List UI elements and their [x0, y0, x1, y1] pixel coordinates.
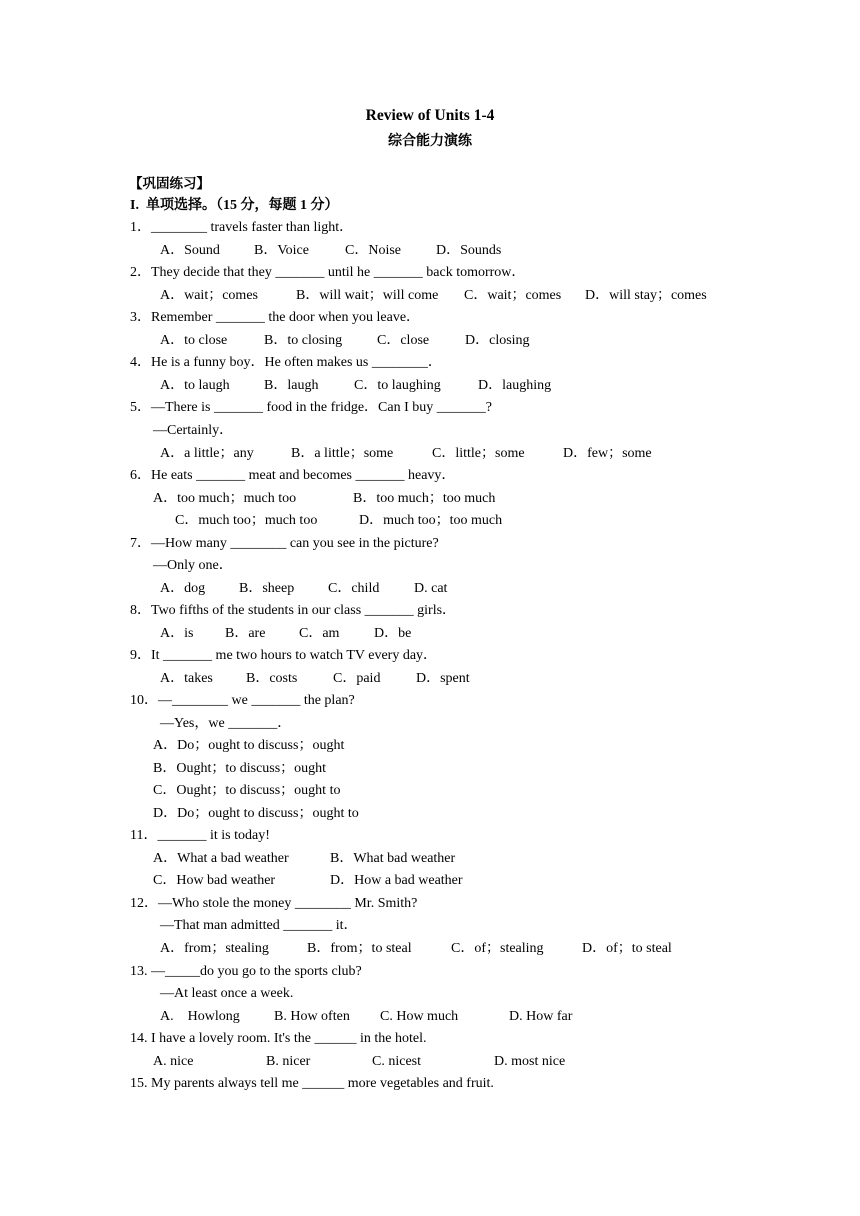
option: D．few；some: [563, 446, 652, 461]
option: A. nice: [153, 1054, 194, 1069]
question-stem: 6．He eats _______ meat and becomes _______ heavy．: [130, 468, 456, 483]
option: C. How much: [380, 1009, 459, 1024]
option: D．laughing: [478, 378, 552, 393]
option: D．closing: [465, 333, 530, 348]
option: D. How far: [509, 1009, 573, 1024]
option: C．Ought；to discuss；ought to: [153, 783, 341, 798]
option: C．wait；comes: [464, 288, 562, 303]
option: A．to close: [160, 333, 228, 348]
option: D. cat: [414, 581, 448, 596]
option: A．a little；any: [160, 446, 254, 461]
question-stem: —Yes，we _______．: [160, 716, 292, 731]
option: A．Do；ought to discuss；ought: [153, 738, 345, 753]
option: B．to closing: [264, 333, 343, 348]
option: B．a little；some: [291, 446, 394, 461]
option: C．much too；much too: [175, 513, 318, 528]
option: C. nicest: [372, 1054, 421, 1069]
option: C．of；stealing: [451, 941, 544, 956]
question-stem: —At least once a week.: [160, 986, 294, 1001]
option: B．laugh: [264, 378, 319, 393]
option: D．be: [374, 626, 412, 641]
option: C．am: [299, 626, 340, 641]
question-stem: 2．They decide that they _______ until he _______ back tomorrow．: [130, 265, 526, 280]
option: D．How a bad weather: [330, 873, 463, 888]
option: A．to laugh: [160, 378, 230, 393]
option: C．Noise: [345, 243, 401, 258]
part-heading: I. 单项选择。（15 分，每题 1 分）: [130, 198, 339, 213]
option: D．Sounds: [436, 243, 502, 258]
option: B．What bad weather: [330, 851, 456, 866]
question-stem: 9．It _______ me two hours to watch TV every day．: [130, 648, 438, 663]
option: A．Sound: [160, 243, 220, 258]
option: C．child: [328, 581, 380, 596]
option: A．from；stealing: [160, 941, 269, 956]
question-stem: —Certainly．: [153, 423, 234, 438]
option: D．Do；ought to discuss；ought to: [153, 806, 359, 821]
question-stem: —That man admitted _______ it．: [160, 918, 358, 933]
question-stem: 14. I have a lovely room. It's the ______ in the hotel.: [130, 1031, 427, 1046]
question-stem: 13. —_____do you go to the sports club?: [130, 964, 362, 979]
option: B．sheep: [239, 581, 295, 596]
question-stem: 7．—How many ________ can you see in the picture?: [130, 536, 439, 551]
option: B. nicer: [266, 1054, 311, 1069]
option: C．paid: [333, 671, 381, 686]
question-stem: 1．________ travels faster than light．: [130, 220, 354, 235]
question-stem: 5．—There is _______ food in the fridge．Can I buy _______?: [130, 400, 492, 415]
option: A．takes: [160, 671, 213, 686]
question-stem: 3．Remember _______ the door when you leave．: [130, 310, 421, 325]
option: B．too much；too much: [353, 491, 496, 506]
option: B．from；to steal: [307, 941, 412, 956]
page-title: Review of Units 1-4: [365, 107, 495, 124]
question-stem: 15. My parents always tell me ______ more vegetables and fruit.: [130, 1076, 494, 1091]
option: C．to laughing: [354, 378, 441, 393]
option: A．wait；comes: [160, 288, 258, 303]
option: B．Voice: [254, 243, 309, 258]
option: D．of；to steal: [582, 941, 672, 956]
option: A．dog: [160, 581, 206, 596]
option: B. How often: [274, 1009, 350, 1024]
option: C．little；some: [432, 446, 525, 461]
page-subtitle: 综合能力演练: [388, 133, 472, 149]
option: D．spent: [416, 671, 470, 686]
question-stem: 11．_______ it is today!: [130, 828, 270, 843]
option: D. most nice: [494, 1054, 566, 1069]
option: C．close: [377, 333, 430, 348]
option: D．much too；too much: [359, 513, 503, 528]
option: B．are: [225, 626, 266, 641]
question-stem: 12．—Who stole the money ________ Mr. Smith?: [130, 896, 418, 911]
question-stem: 10．—________ we _______ the plan?: [130, 693, 355, 708]
option: B．will wait；will come: [296, 288, 439, 303]
option: A．too much；much too: [153, 491, 297, 506]
option: D．will stay；comes: [585, 288, 707, 303]
option: A．What a bad weather: [153, 851, 289, 866]
option: B．costs: [246, 671, 298, 686]
question-stem: 4．He is a funny boy．He often makes us ________．: [130, 355, 442, 370]
option: B．Ought；to discuss；ought: [153, 761, 327, 776]
question-stem: 8．Two fifths of the students in our class _______ girls．: [130, 603, 457, 618]
option: C．How bad weather: [153, 873, 276, 888]
section-header: 【巩固练习】: [129, 176, 210, 192]
question-stem: —Only one．: [153, 558, 233, 573]
option: A．is: [160, 626, 194, 641]
option: A. Howlong: [160, 1009, 240, 1024]
